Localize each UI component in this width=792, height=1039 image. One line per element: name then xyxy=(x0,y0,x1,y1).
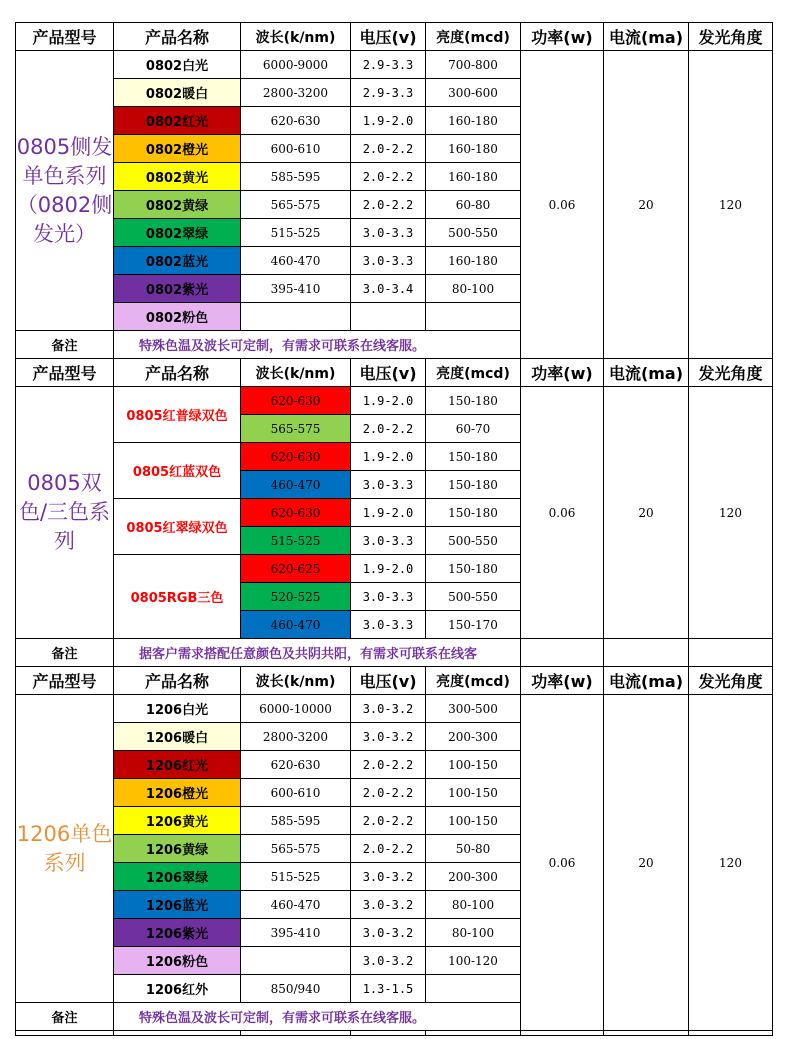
voltage: 2.0-2.2 xyxy=(351,415,426,443)
brightness: 500-550 xyxy=(426,219,521,247)
empty-cell xyxy=(351,1031,426,1036)
empty-cell xyxy=(604,639,689,667)
product-row xyxy=(16,695,773,723)
header-power: 功率(w) xyxy=(521,23,604,51)
wavelength: 620-630 xyxy=(241,443,351,471)
empty-cell xyxy=(114,1031,241,1036)
series-name: 0805双色/三色系列 xyxy=(16,387,114,639)
product-name: 1206橙光 xyxy=(114,779,241,807)
header-current: 电流(ma) xyxy=(604,359,689,387)
voltage: 2.0-2.2 xyxy=(351,779,426,807)
angle-value: 120 xyxy=(689,51,773,359)
power-value: 0.06 xyxy=(521,387,604,639)
voltage: 3.0-3.2 xyxy=(351,723,426,751)
product-name: 1206黄光 xyxy=(114,807,241,835)
wavelength: 620-630 xyxy=(241,751,351,779)
header-row xyxy=(16,359,773,387)
wavelength: 565-575 xyxy=(241,415,351,443)
wavelength: 585-595 xyxy=(241,163,351,191)
note-text: 特殊色温及波长可定制，有需求可联系在线客服。 xyxy=(114,1003,521,1031)
voltage: 3.0-3.3 xyxy=(351,219,426,247)
brightness: 80-100 xyxy=(426,891,521,919)
voltage: 1.9-2.0 xyxy=(351,443,426,471)
voltage: 2.9-3.3 xyxy=(351,51,426,79)
header-wavelength: 波长(k/nm) xyxy=(241,23,351,51)
product-name: 0802黄光 xyxy=(114,163,241,191)
wavelength: 515-525 xyxy=(241,219,351,247)
series-name: 0805侧发单色系列（0802侧发光） xyxy=(16,51,114,331)
header-current: 电流(ma) xyxy=(604,667,689,695)
combo-name: 0805红翠绿双色 xyxy=(114,499,241,555)
wavelength: 565-575 xyxy=(241,835,351,863)
brightness: 100-150 xyxy=(426,807,521,835)
header-wavelength: 波长(k/nm) xyxy=(241,667,351,695)
wavelength: 460-470 xyxy=(241,611,351,639)
wavelength: 520-525 xyxy=(241,583,351,611)
header-angle: 发光角度 xyxy=(689,359,773,387)
product-name: 0802紫光 xyxy=(114,275,241,303)
voltage: 3.0-3.4 xyxy=(351,275,426,303)
brightness: 150-170 xyxy=(426,611,521,639)
brightness xyxy=(426,975,521,1003)
header-row xyxy=(16,667,773,695)
brightness: 150-180 xyxy=(426,555,521,583)
product-name: 0802暖白 xyxy=(114,79,241,107)
wavelength: 585-595 xyxy=(241,807,351,835)
header-name: 产品名称 xyxy=(114,667,241,695)
power-value: 0.06 xyxy=(521,51,604,359)
wavelength: 620-630 xyxy=(241,387,351,415)
wavelength: 2800-3200 xyxy=(241,79,351,107)
header-model: 产品型号 xyxy=(16,667,114,695)
product-name: 0802红光 xyxy=(114,107,241,135)
brightness: 160-180 xyxy=(426,247,521,275)
brightness: 100-150 xyxy=(426,751,521,779)
header-brightness: 亮度(mcd) xyxy=(426,667,521,695)
wavelength: 600-610 xyxy=(241,135,351,163)
note-label: 备注 xyxy=(16,639,114,667)
header-wavelength: 波长(k/nm) xyxy=(241,359,351,387)
voltage: 1.9-2.0 xyxy=(351,555,426,583)
brightness: 160-180 xyxy=(426,107,521,135)
table-edge-row xyxy=(16,1031,773,1036)
header-name: 产品名称 xyxy=(114,23,241,51)
brightness: 160-180 xyxy=(426,135,521,163)
product-name: 1206紫光 xyxy=(114,919,241,947)
led-spec-table xyxy=(15,22,773,1036)
product-row xyxy=(16,51,773,79)
empty-cell xyxy=(604,1031,689,1036)
brightness: 500-550 xyxy=(426,583,521,611)
header-power: 功率(w) xyxy=(521,667,604,695)
header-angle: 发光角度 xyxy=(689,23,773,51)
voltage: 2.0-2.2 xyxy=(351,135,426,163)
voltage: 2.0-2.2 xyxy=(351,191,426,219)
header-brightness: 亮度(mcd) xyxy=(426,359,521,387)
brightness: 100-120 xyxy=(426,947,521,975)
header-model: 产品型号 xyxy=(16,359,114,387)
voltage: 3.0-3.3 xyxy=(351,611,426,639)
header-power: 功率(w) xyxy=(521,359,604,387)
wavelength: 460-470 xyxy=(241,891,351,919)
empty-cell xyxy=(521,1031,604,1036)
voltage xyxy=(351,303,426,331)
voltage: 1.9-2.0 xyxy=(351,107,426,135)
product-name: 1206黄绿 xyxy=(114,835,241,863)
product-name: 0802黄绿 xyxy=(114,191,241,219)
header-current: 电流(ma) xyxy=(604,23,689,51)
brightness: 700-800 xyxy=(426,51,521,79)
series-name: 1206单色系列 xyxy=(16,695,114,1003)
product-name: 0802白光 xyxy=(114,51,241,79)
angle-value: 120 xyxy=(689,387,773,639)
wavelength: 515-525 xyxy=(241,527,351,555)
brightness: 80-100 xyxy=(426,275,521,303)
voltage: 3.0-3.3 xyxy=(351,527,426,555)
wavelength xyxy=(241,303,351,331)
voltage: 2.0-2.2 xyxy=(351,835,426,863)
voltage: 3.0-3.2 xyxy=(351,947,426,975)
product-name: 1206红外 xyxy=(114,975,241,1003)
brightness: 500-550 xyxy=(426,527,521,555)
voltage: 2.0-2.2 xyxy=(351,163,426,191)
empty-cell xyxy=(16,1031,114,1036)
brightness: 200-300 xyxy=(426,723,521,751)
voltage: 2.0-2.2 xyxy=(351,751,426,779)
wavelength: 395-410 xyxy=(241,275,351,303)
voltage: 3.0-3.2 xyxy=(351,863,426,891)
empty-cell xyxy=(426,1031,521,1036)
current-value: 20 xyxy=(604,695,689,1031)
empty-cell xyxy=(241,1031,351,1036)
wavelength: 620-630 xyxy=(241,107,351,135)
header-voltage: 电压(v) xyxy=(351,667,426,695)
current-value: 20 xyxy=(604,51,689,359)
wavelength: 565-575 xyxy=(241,191,351,219)
wavelength: 460-470 xyxy=(241,471,351,499)
note-label: 备注 xyxy=(16,1003,114,1031)
brightness: 300-600 xyxy=(426,79,521,107)
header-voltage: 电压(v) xyxy=(351,359,426,387)
product-row xyxy=(16,387,773,415)
brightness: 160-180 xyxy=(426,163,521,191)
voltage: 3.0-3.2 xyxy=(351,919,426,947)
angle-value: 120 xyxy=(689,695,773,1031)
header-brightness: 亮度(mcd) xyxy=(426,23,521,51)
combo-name: 0805红蓝双色 xyxy=(114,443,241,499)
brightness: 150-180 xyxy=(426,499,521,527)
wavelength: 515-525 xyxy=(241,863,351,891)
wavelength: 620-625 xyxy=(241,555,351,583)
empty-cell xyxy=(521,639,604,667)
voltage: 3.0-3.3 xyxy=(351,471,426,499)
note-label: 备注 xyxy=(16,331,114,359)
header-name: 产品名称 xyxy=(114,359,241,387)
combo-name: 0805红普绿双色 xyxy=(114,387,241,443)
brightness: 60-70 xyxy=(426,415,521,443)
wavelength: 6000-10000 xyxy=(241,695,351,723)
product-name: 1206暖白 xyxy=(114,723,241,751)
power-value: 0.06 xyxy=(521,695,604,1031)
wavelength xyxy=(241,947,351,975)
voltage: 3.0-3.2 xyxy=(351,891,426,919)
note-text: 据客户需求搭配任意颜色及共阴共阳，有需求可联系在线客 xyxy=(114,639,521,667)
empty-cell xyxy=(689,639,773,667)
voltage: 2.0-2.2 xyxy=(351,807,426,835)
brightness: 50-80 xyxy=(426,835,521,863)
product-name: 1206翠绿 xyxy=(114,863,241,891)
voltage: 1.3-1.5 xyxy=(351,975,426,1003)
voltage: 3.0-3.3 xyxy=(351,583,426,611)
header-row xyxy=(16,23,773,51)
wavelength: 2800-3200 xyxy=(241,723,351,751)
brightness: 300-500 xyxy=(426,695,521,723)
brightness: 150-180 xyxy=(426,471,521,499)
voltage: 1.9-2.0 xyxy=(351,387,426,415)
note-row xyxy=(16,639,773,667)
header-model: 产品型号 xyxy=(16,23,114,51)
brightness: 100-150 xyxy=(426,779,521,807)
product-name: 0802蓝光 xyxy=(114,247,241,275)
wavelength: 600-610 xyxy=(241,779,351,807)
wavelength: 850/940 xyxy=(241,975,351,1003)
combo-name: 0805RGB三色 xyxy=(114,555,241,639)
brightness: 200-300 xyxy=(426,863,521,891)
brightness: 150-180 xyxy=(426,387,521,415)
brightness: 80-100 xyxy=(426,919,521,947)
wavelength: 395-410 xyxy=(241,919,351,947)
wavelength: 6000-9000 xyxy=(241,51,351,79)
note-text: 特殊色温及波长可定制，有需求可联系在线客服。 xyxy=(114,331,521,359)
current-value: 20 xyxy=(604,387,689,639)
wavelength: 620-630 xyxy=(241,499,351,527)
product-name: 1206白光 xyxy=(114,695,241,723)
product-name: 0802翠绿 xyxy=(114,219,241,247)
voltage: 2.9-3.3 xyxy=(351,79,426,107)
wavelength: 460-470 xyxy=(241,247,351,275)
header-voltage: 电压(v) xyxy=(351,23,426,51)
voltage: 3.0-3.3 xyxy=(351,247,426,275)
header-angle: 发光角度 xyxy=(689,667,773,695)
voltage: 1.9-2.0 xyxy=(351,499,426,527)
product-name: 1206粉色 xyxy=(114,947,241,975)
product-name: 1206蓝光 xyxy=(114,891,241,919)
voltage: 3.0-3.2 xyxy=(351,695,426,723)
brightness: 60-80 xyxy=(426,191,521,219)
product-name: 0802粉色 xyxy=(114,303,241,331)
product-name: 1206红光 xyxy=(114,751,241,779)
brightness: 150-180 xyxy=(426,443,521,471)
empty-cell xyxy=(689,1031,773,1036)
brightness xyxy=(426,303,521,331)
product-name: 0802橙光 xyxy=(114,135,241,163)
